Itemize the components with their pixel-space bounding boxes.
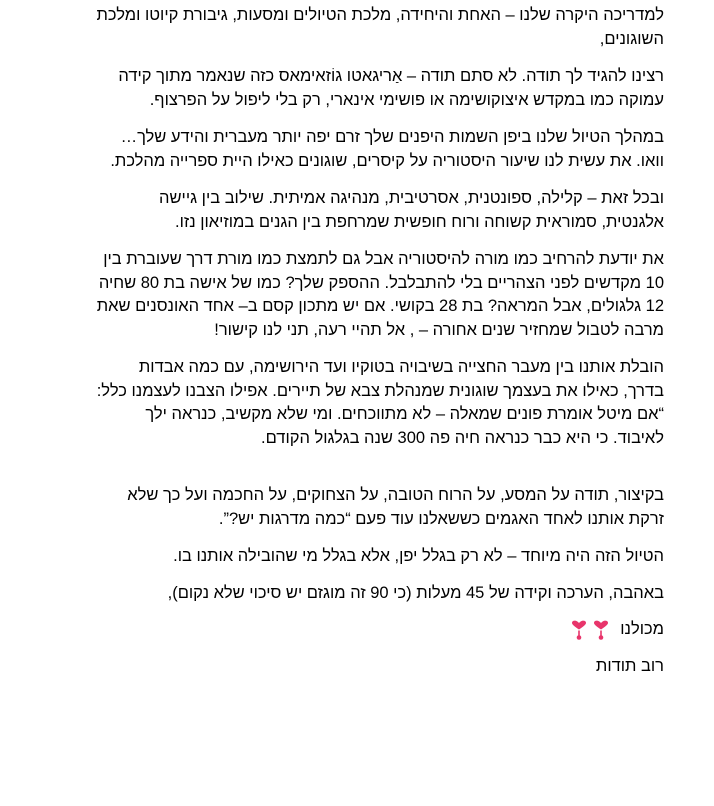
- closing-text: רוב תודות: [595, 656, 664, 675]
- love-paragraph: באהבה, הערכה וקידה של 45 מעלות (כי 90 זה מוגזם יש סיכוי שלא נקום),: [167, 583, 664, 602]
- signature-text: מכולנו: [620, 620, 664, 638]
- character-paragraph: ובכל זאת – קלילה, ספונטנית, אסרטיבית, מנהיגה אמיתית. שילוב בין גיישה אלגנטית, סמוראית קשוחה ורוח חופשית שמרחפת בין הגנים במוזיאון נזו.: [159, 189, 664, 231]
- knowledge-paragraph: במהלך הטיול שלנו ביפן השמות היפנים שלך זרם יפה יותר מעברית והידע שלך… וואו. את עשית לנו שיעור היסטוריה על קיסרים, שוגונים כאילו היית ספרייה מהלכת.: [110, 128, 664, 170]
- heart-icon: [592, 620, 610, 640]
- thanks-paragraph: רצינו להגיד לך תודה. לא סתם תודה – אַריגאטו גוֹזאימאס כזה שנאמר מתוך קידה עמוקה כמו במקדש איצוקושימה או פושימי אינארי, רק בלי ליפול על הפרצוף.: [118, 67, 664, 109]
- summary-paragraph: בקיצור, תודה על המסע, על הרוח הטובה, על הצחוקים, על החכמה ועל כך שלא זרקת אותנו לאחד האגמים כששאלנו עוד פעם “כמה מדרגות יש?”.: [127, 486, 664, 528]
- signature-line: [96, 618, 664, 642]
- closing-line: [96, 655, 664, 679]
- hearts-group: [570, 620, 610, 640]
- teaching-paragraph: את יודעת להרחיב כמו מורה להיסטוריה אבל גם לתמצת כמו מורת דרך שעוברת בין 10 מקדשים לפני הצהריים בלי להתבלבל. ההספק שלך? כמו של אישה בת 80 שחיה 12 גלגולים, אבל המראה? בת 28 בקושי. אם יש מתכון קסם ב– אחד האונסנים שאת מרבה לטבול שמחזיר שנים אחורה – , אל תהיי רעה, תני לנו קישור!: [96, 250, 664, 339]
- special-trip-paragraph: הטיול הזה היה מיוחד – לא רק בגלל יפן, אלא בגלל מי שהובילה אותנו בו.: [173, 547, 664, 565]
- greeting-paragraph: למדריכה היקרה שלנו – האחת והיחידה, מלכת הטיולים ומסעות, גיבורת קיוטו ומלכת השוגונים,: [96, 6, 664, 48]
- heart-icon: [570, 620, 588, 640]
- route-paragraph: הובלת אותנו בין מעבר החצייה בשיבויה בטוקיו ועד הירושימה, עם כמה אבדות בדרך, כאילו את בעצמך שוגונית שמנהלת צבא של תיירים. אפילו הצבנו לעצמנו כלל: “אם מיטל אומרת פונים שמאלה – לא מתווכחים. ומי שלא מקשיב, כנראה ילך לאיבוד. כי היא כבר כנראה חיה פה 300 שנה בגלגול הקודם.: [96, 358, 664, 447]
